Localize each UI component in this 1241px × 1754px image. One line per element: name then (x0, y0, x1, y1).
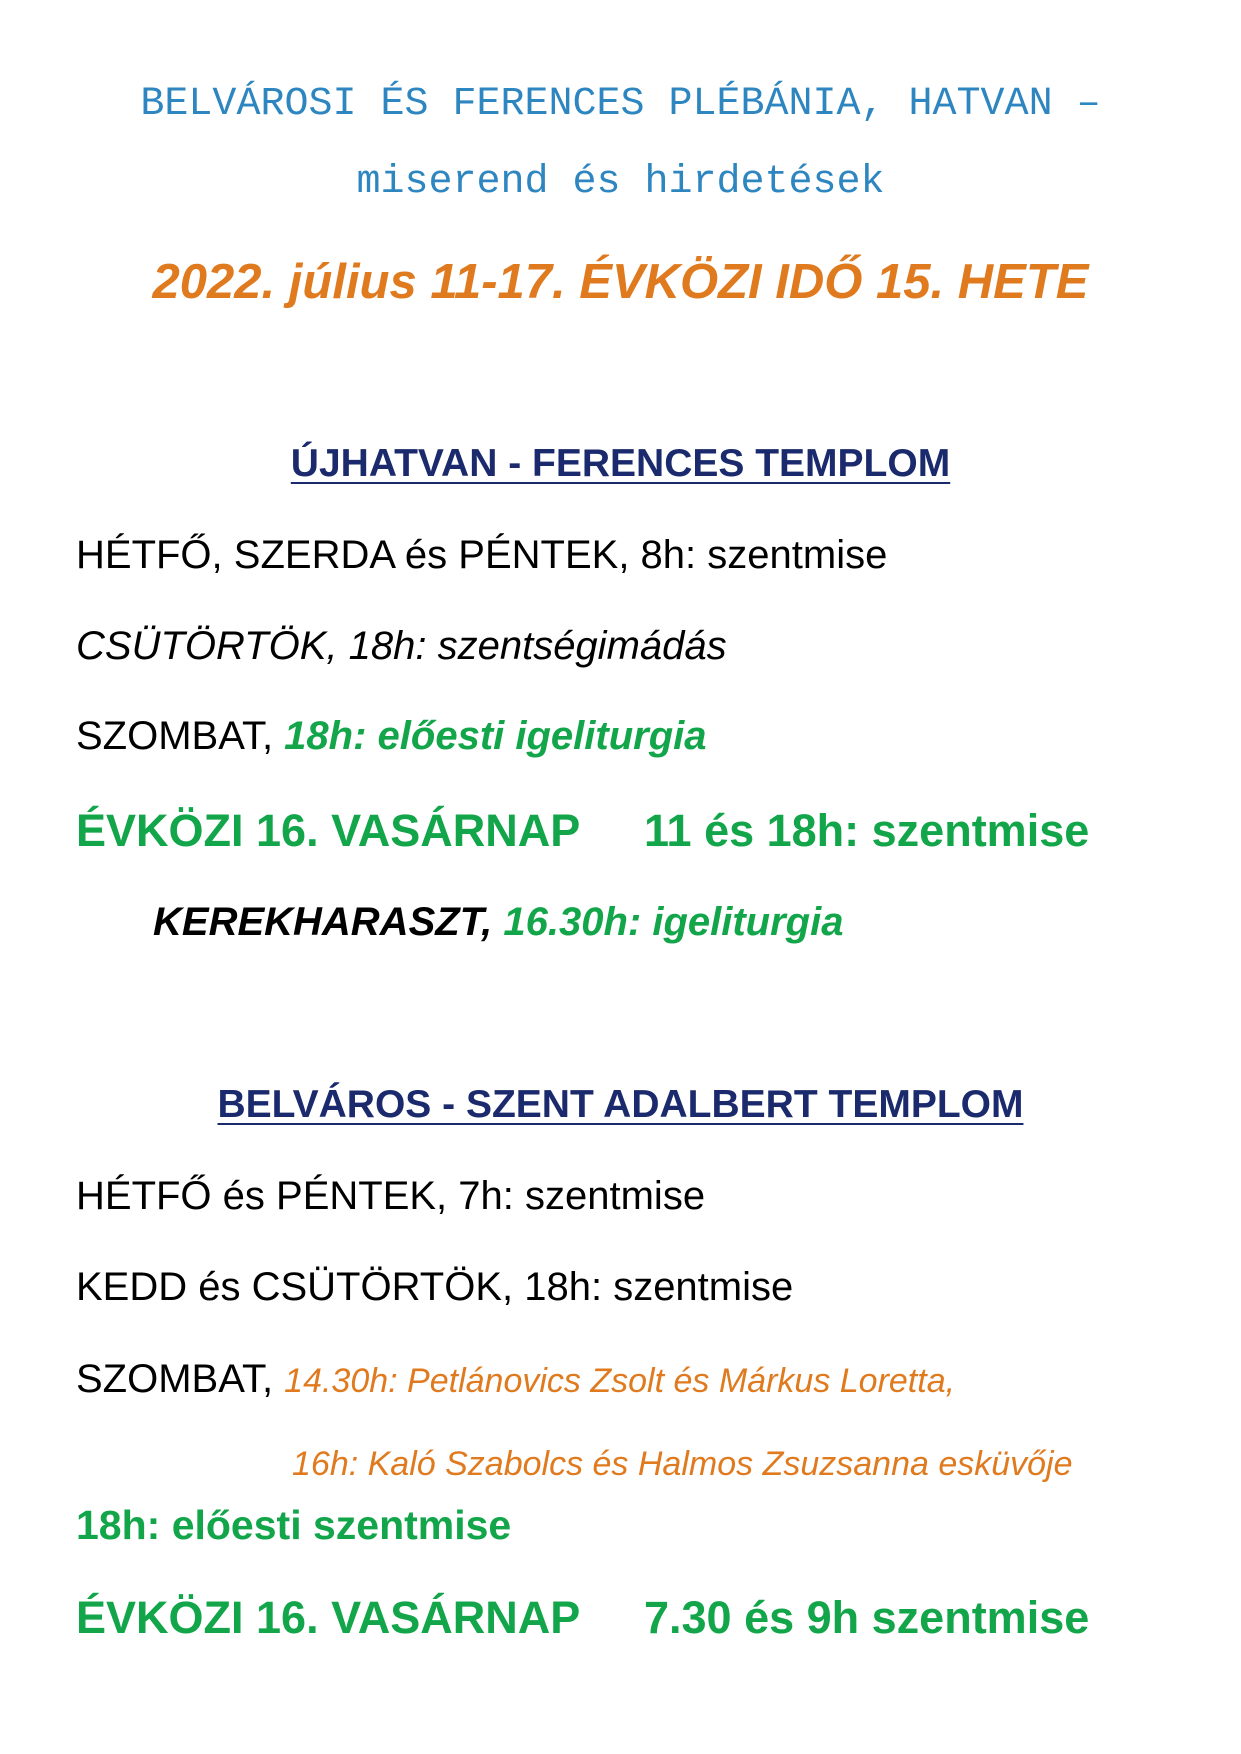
place-label: KEREKHARASZT, (153, 900, 493, 944)
section-heading-belvaros: BELVÁROS - SZENT ADALBERT TEMPLOM (217, 1083, 1024, 1126)
schedule-line: 18h: előesti szentmise (76, 1502, 512, 1548)
sunday-time: 7.30 és 9h szentmise (644, 1592, 1090, 1643)
event-text: 18h: előesti igeliturgia (284, 714, 707, 758)
schedule-line: CSÜTÖRTÖK, 18h: szentségimádás (76, 624, 727, 668)
event-text: 16h: Kaló Szabolcs és Halmos Zsuzsanna esküvője (292, 1445, 1073, 1483)
sunday-label: ÉVKÖZI 16. VASÁRNAP (76, 1592, 581, 1643)
schedule-line (76, 1357, 955, 1402)
schedule-line: HÉTFŐ, SZERDA és PÉNTEK, 8h: szentmise (76, 533, 888, 577)
sunday-label: ÉVKÖZI 16. VASÁRNAP (76, 805, 581, 856)
schedule-line: HÉTFŐ és PÉNTEK, 7h: szentmise (76, 1174, 706, 1218)
parish-subtitle: miserend és hirdetések (356, 160, 885, 205)
event-text: 16.30h: igeliturgia (492, 900, 844, 944)
parish-title: BELVÁROSI ÉS FERENCES PLÉBÁNIA, HATVAN – (140, 82, 1101, 127)
sunday-time: 11 és 18h: szentmise (644, 805, 1090, 856)
schedule-line (153, 900, 843, 945)
schedule-line: KEDD és CSÜTÖRTÖK, 18h: szentmise (76, 1265, 794, 1309)
day-label: SZOMBAT, (76, 714, 285, 758)
week-title: 2022. július 11-17. ÉVKÖZI IDŐ 15. HETE (152, 255, 1089, 309)
event-text: 14.30h: Petlánovics Zsolt és Márkus Loretta, (284, 1362, 956, 1400)
section-heading-ujhatvan: ÚJHATVAN - FERENCES TEMPLOM (290, 442, 951, 485)
day-label: SZOMBAT, (76, 1357, 285, 1401)
schedule-line (76, 714, 707, 759)
